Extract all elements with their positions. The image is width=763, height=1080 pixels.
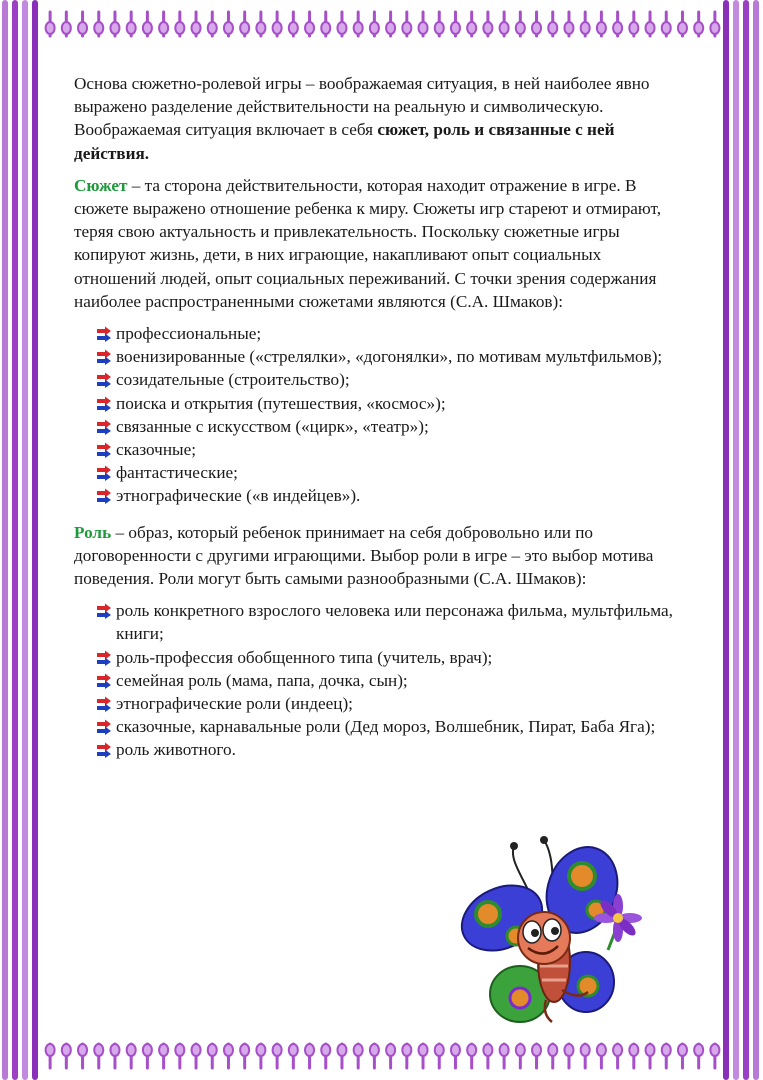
list-item bbox=[96, 484, 686, 507]
list-item bbox=[96, 415, 686, 438]
stacked-arrow-bullet-icon bbox=[96, 349, 112, 365]
list-item-text: семейная роль (мама, папа, дочка, сын); bbox=[116, 670, 408, 690]
list-item-text: фантастические; bbox=[116, 463, 238, 483]
stacked-arrow-bullet-icon bbox=[96, 673, 112, 689]
stacked-arrow-bullet-icon bbox=[96, 696, 112, 712]
intro-paragraph bbox=[74, 72, 686, 165]
role-definition: – образ, который ребенок принимает на себя добровольно или по договоренности с другими играющими. Выбор роли в игре – это выбор мотива поведения. Роли могут быть самыми разнообразными (С.А. Шмаков): bbox=[74, 522, 654, 589]
stacked-arrow-bullet-icon bbox=[96, 442, 112, 458]
list-item bbox=[96, 368, 686, 391]
list-item bbox=[96, 599, 686, 645]
stacked-arrow-bullet-icon bbox=[96, 603, 112, 619]
list-item bbox=[96, 345, 686, 368]
role-paragraph bbox=[74, 521, 686, 591]
intro-bold-text: сюжет, роль и связанные с ней действия. bbox=[74, 120, 615, 163]
stacked-arrow-bullet-icon bbox=[96, 488, 112, 504]
list-item bbox=[96, 461, 686, 484]
list-item bbox=[96, 646, 686, 669]
stacked-arrow-bullet-icon bbox=[96, 396, 112, 412]
list-item-text: роль животного. bbox=[116, 740, 236, 760]
plot-list bbox=[96, 322, 686, 508]
plot-term: Сюжет bbox=[74, 175, 128, 195]
list-item-text: роль-профессия обобщенного типа (учитель, врач); bbox=[116, 647, 493, 667]
stacked-arrow-bullet-icon bbox=[96, 650, 112, 666]
list-item-text: сказочные; bbox=[116, 440, 196, 460]
stacked-arrow-bullet-icon bbox=[96, 465, 112, 481]
list-item bbox=[96, 322, 686, 345]
list-item bbox=[96, 715, 686, 738]
list-item-text: военизированные («стрелялки», «догонялки», по мотивам мультфильмов); bbox=[116, 347, 663, 367]
plot-paragraph bbox=[74, 174, 686, 313]
list-item bbox=[96, 392, 686, 415]
list-item bbox=[96, 438, 686, 461]
list-item-text: связанные с искусством («цирк», «театр»); bbox=[116, 416, 429, 436]
document-body bbox=[74, 72, 686, 775]
bottom-spiral-binding bbox=[42, 1036, 723, 1078]
list-item-text: поиска и открытия (путешествия, «космос»); bbox=[116, 393, 446, 413]
list-item-text: сказочные, карнавальные роли (Дед мороз, Волшебник, Пират, Баба Яга); bbox=[116, 717, 656, 737]
list-item-text: этнографические («в индейцев»). bbox=[116, 486, 361, 506]
right-border-stripes bbox=[717, 0, 763, 1080]
list-item-text: этнографические роли (индеец); bbox=[116, 694, 353, 714]
plot-definition: – та сторона действительности, которая находит отражение в игре. В сюжете выражено отношение ребенка к миру. Сюжеты игр стареют и отмирают, теряя свою актуальность и привлекательность. Поскольку сюжетные игры копируют жизнь, дети, в них играющие, накапливают опыт социальных отношений людей, опыт социальных переживаний. С точки зрения содержания наиболее распространенными сюжетами являются (С.А. Шмаков): bbox=[74, 175, 662, 311]
role-term: Роль bbox=[74, 522, 112, 542]
stacked-arrow-bullet-icon bbox=[96, 372, 112, 388]
role-list bbox=[96, 599, 686, 761]
butterfly-illustration bbox=[458, 832, 646, 1032]
list-item-text: роль конкретного взрослого человека или персонажа фильма, мультфильма, книги; bbox=[116, 601, 673, 644]
list-item bbox=[96, 692, 686, 715]
list-item bbox=[96, 669, 686, 692]
list-item-text: созидательные (строительство); bbox=[116, 370, 350, 390]
list-item bbox=[96, 738, 686, 761]
stacked-arrow-bullet-icon bbox=[96, 742, 112, 758]
stacked-arrow-bullet-icon bbox=[96, 419, 112, 435]
stacked-arrow-bullet-icon bbox=[96, 719, 112, 735]
left-border-stripes bbox=[0, 0, 46, 1080]
top-spiral-binding bbox=[42, 2, 723, 44]
stacked-arrow-bullet-icon bbox=[96, 326, 112, 342]
intro-text: Основа сюжетно-ролевой игры – воображаемая ситуация, в ней наиболее явно выражено разделение действительности на реальную и символическую. Воображаемая ситуация включает в себя bbox=[74, 74, 650, 140]
list-item-text: профессиональные; bbox=[116, 324, 262, 344]
